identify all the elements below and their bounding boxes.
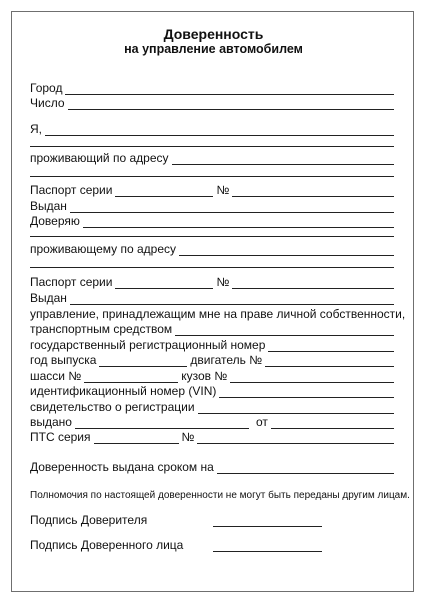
engine-field[interactable]: [265, 355, 394, 367]
principal-passport-row: [30, 183, 394, 197]
trustee-issued-label: Выдан: [30, 291, 67, 305]
reg-certificate-field[interactable]: [198, 402, 394, 414]
pts-series-field[interactable]: [94, 432, 179, 444]
principal-name-field[interactable]: [45, 124, 394, 136]
vin-row: [30, 384, 394, 398]
city-row: [30, 81, 394, 95]
attorney-signature-row: [30, 538, 322, 552]
certificate-date-label: от: [255, 415, 268, 429]
document-title: Доверенность: [163, 26, 264, 42]
chassis-label: шасси №: [30, 369, 82, 383]
pts-number-label: №: [181, 430, 195, 444]
principal-passport-number-field[interactable]: [232, 185, 394, 197]
vehicle-field[interactable]: [175, 324, 394, 336]
year-field[interactable]: [99, 355, 187, 367]
validity-field[interactable]: [217, 462, 394, 474]
validity-label: Доверенность выдана сроком на: [30, 460, 214, 474]
chassis-body-row: [30, 369, 394, 383]
reg-certificate-row: [30, 400, 394, 414]
engine-label: двигатель №: [190, 353, 263, 367]
trustee-issued-field[interactable]: [70, 293, 394, 305]
principal-passport-series-label: Паспорт серии: [30, 183, 113, 197]
principal-name-field-2[interactable]: [30, 146, 394, 147]
reg-number-label: государственный регистрационный номер: [30, 338, 266, 352]
principal-signature-row: [30, 513, 322, 527]
date-row: [30, 96, 394, 110]
body-label: кузов №: [181, 369, 228, 383]
principal-address-row: [30, 151, 394, 165]
reg-certificate-label: свидетельство о регистрации: [30, 400, 195, 414]
date-field[interactable]: [68, 98, 394, 110]
year-engine-row: [30, 353, 394, 367]
vehicle-row: [30, 322, 394, 336]
ownership-text: управление, принадлежащим мне на праве личной собственности,: [30, 307, 406, 321]
trustee-address-field-2[interactable]: [30, 267, 394, 268]
certificate-issued-label: выдано: [30, 415, 72, 429]
trustee-passport-number-field[interactable]: [232, 277, 394, 289]
certificate-date-field[interactable]: [271, 417, 394, 429]
delegation-note: Полномочия по настоящей доверенности не могут быть переданы другим лицам.: [30, 490, 410, 501]
trustee-address-row: [30, 242, 394, 256]
vin-label: идентификационный номер (VIN): [30, 384, 217, 398]
pts-series-label: ПТС серия: [30, 430, 91, 444]
principal-passport-number-label: №: [216, 183, 230, 197]
city-label: Город: [30, 81, 63, 95]
principal-issued-label: Выдан: [30, 199, 67, 213]
principal-address-label: проживающий по адресу: [30, 151, 169, 165]
trustee-passport-series-field[interactable]: [115, 277, 213, 289]
year-label: год выпуска: [30, 353, 97, 367]
trustee-address-field[interactable]: [179, 244, 394, 256]
pts-number-field[interactable]: [197, 432, 394, 444]
principal-name-row: [30, 122, 394, 136]
trustee-passport-series-label: Паспорт серии: [30, 275, 113, 289]
ownership-row: [30, 307, 406, 321]
chassis-field[interactable]: [84, 371, 178, 383]
pts-row: [30, 430, 394, 444]
reg-number-row: [30, 338, 394, 352]
principal-name-label: Я,: [30, 122, 42, 136]
principal-address-field-2[interactable]: [30, 176, 394, 177]
principal-signature-label: Подпись Доверителя: [30, 513, 148, 527]
body-field[interactable]: [230, 371, 394, 383]
validity-row: [30, 460, 394, 474]
trustee-name-field-2[interactable]: [30, 236, 394, 237]
reg-number-field[interactable]: [268, 340, 394, 352]
principal-passport-series-field[interactable]: [115, 185, 213, 197]
attorney-signature-field[interactable]: [213, 540, 322, 552]
trustee-passport-number-label: №: [216, 275, 230, 289]
city-field[interactable]: [65, 83, 394, 95]
attorney-signature-label: Подпись Доверенного лица: [30, 538, 184, 552]
date-label: Число: [30, 96, 65, 110]
trustee-issued-row: [30, 291, 394, 305]
trustee-name-row: [30, 214, 394, 228]
trustee-passport-row: [30, 275, 394, 289]
principal-address-field[interactable]: [172, 153, 395, 165]
certificate-issued-field[interactable]: [75, 417, 249, 429]
principal-issued-row: [30, 199, 394, 213]
trustee-name-label: Доверяю: [30, 214, 80, 228]
trustee-address-label: проживающему по адресу: [30, 242, 177, 256]
vin-field[interactable]: [219, 386, 394, 398]
principal-signature-field[interactable]: [213, 515, 322, 527]
certificate-issued-row: [30, 415, 394, 429]
principal-issued-field[interactable]: [70, 201, 394, 213]
trustee-name-field[interactable]: [83, 216, 394, 228]
document-subtitle: на управление автомобилем: [124, 42, 303, 56]
vehicle-label: транспортным средством: [30, 322, 173, 336]
